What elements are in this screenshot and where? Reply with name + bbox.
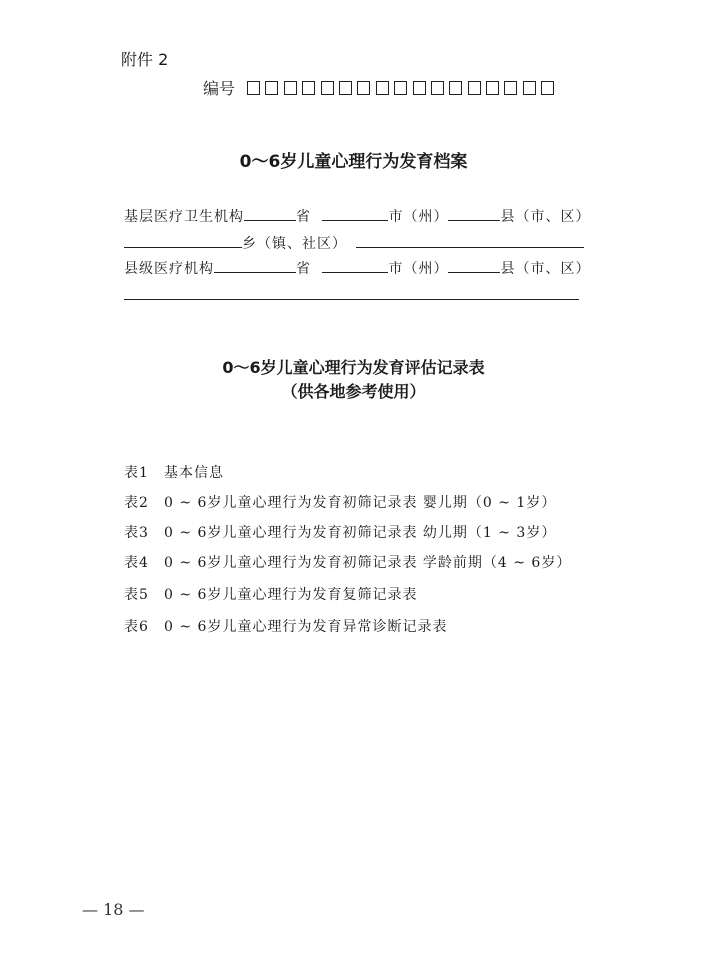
table-code: 表4 [124, 555, 149, 571]
table-name: 0 ~ 6岁儿童心理行为发育初筛记录表 幼儿期（1 ~ 3岁） [164, 525, 557, 541]
number-box[interactable] [449, 81, 462, 95]
province-blank[interactable] [322, 258, 388, 273]
number-box[interactable] [339, 81, 352, 95]
number-box[interactable] [431, 81, 444, 95]
province-blank[interactable] [322, 206, 388, 221]
table-code: 表2 [124, 495, 149, 511]
page-number: — 18 — [82, 900, 145, 919]
county-institution-label: 县级医疗机构 [124, 261, 214, 277]
county-institution-blank[interactable] [214, 258, 296, 273]
number-box[interactable] [504, 81, 517, 95]
form-row-township [124, 233, 584, 253]
number-box[interactable] [247, 81, 260, 95]
city-label: 市（州） [388, 261, 449, 277]
table-code: 表3 [124, 525, 149, 541]
county-label: 县（市、区） [500, 261, 591, 277]
table-name: 0 ~ 6岁儿童心理行为发育初筛记录表 婴儿期（0 ~ 1岁） [164, 495, 557, 511]
table-item [124, 616, 447, 636]
province-label: 省 [296, 261, 311, 277]
table-name: 0 ~ 6岁儿童心理行为发育复筛记录表 [164, 587, 418, 603]
table-item [124, 462, 224, 482]
number-boxes [247, 81, 560, 95]
address-line[interactable] [124, 299, 579, 300]
form-row-grassroots [124, 206, 590, 226]
city-blank[interactable] [448, 258, 500, 273]
table-name: 0 ~ 6岁儿童心理行为发育异常诊断记录表 [164, 619, 448, 635]
number-box[interactable] [321, 81, 334, 95]
township-label: 乡（镇、社区） [242, 236, 347, 252]
number-box[interactable] [284, 81, 297, 95]
number-box[interactable] [376, 81, 389, 95]
city-label: 市（州） [388, 209, 449, 225]
form-row-county-institution [124, 258, 590, 278]
table-name: 0 ~ 6岁儿童心理行为发育初筛记录表 学龄前期（4 ~ 6岁） [164, 555, 572, 571]
table-code: 表5 [124, 587, 149, 603]
number-box[interactable] [468, 81, 481, 95]
number-box[interactable] [413, 81, 426, 95]
county-label: 县（市、区） [500, 209, 591, 225]
grassroots-blank[interactable] [244, 206, 296, 221]
township-detail-blank[interactable] [356, 233, 584, 248]
number-field [203, 76, 560, 99]
number-box[interactable] [357, 81, 370, 95]
grassroots-label: 基层医疗卫生机构 [124, 209, 244, 225]
township-blank[interactable] [124, 233, 242, 248]
province-label: 省 [296, 209, 311, 225]
number-box[interactable] [486, 81, 499, 95]
record-title: 0～6岁儿童心理行为发育评估记录表 [222, 358, 485, 377]
table-item [124, 522, 556, 542]
table-item [124, 492, 556, 512]
table-code: 表6 [124, 619, 149, 635]
number-box[interactable] [394, 81, 407, 95]
number-box[interactable] [302, 81, 315, 95]
archive-title: 0～6岁儿童心理行为发育档案 [239, 152, 468, 172]
record-subtitle: （供各地参考使用） [281, 382, 426, 401]
city-blank[interactable] [448, 206, 500, 221]
table-code: 表1 [124, 465, 149, 481]
table-item [124, 584, 417, 604]
number-box[interactable] [541, 81, 554, 95]
table-name: 基本信息 [164, 465, 224, 481]
attachment-label: 附件 2 [121, 50, 169, 69]
number-box[interactable] [265, 81, 278, 95]
table-item [124, 552, 571, 572]
number-label: 编号 [203, 79, 236, 98]
number-box[interactable] [523, 81, 536, 95]
